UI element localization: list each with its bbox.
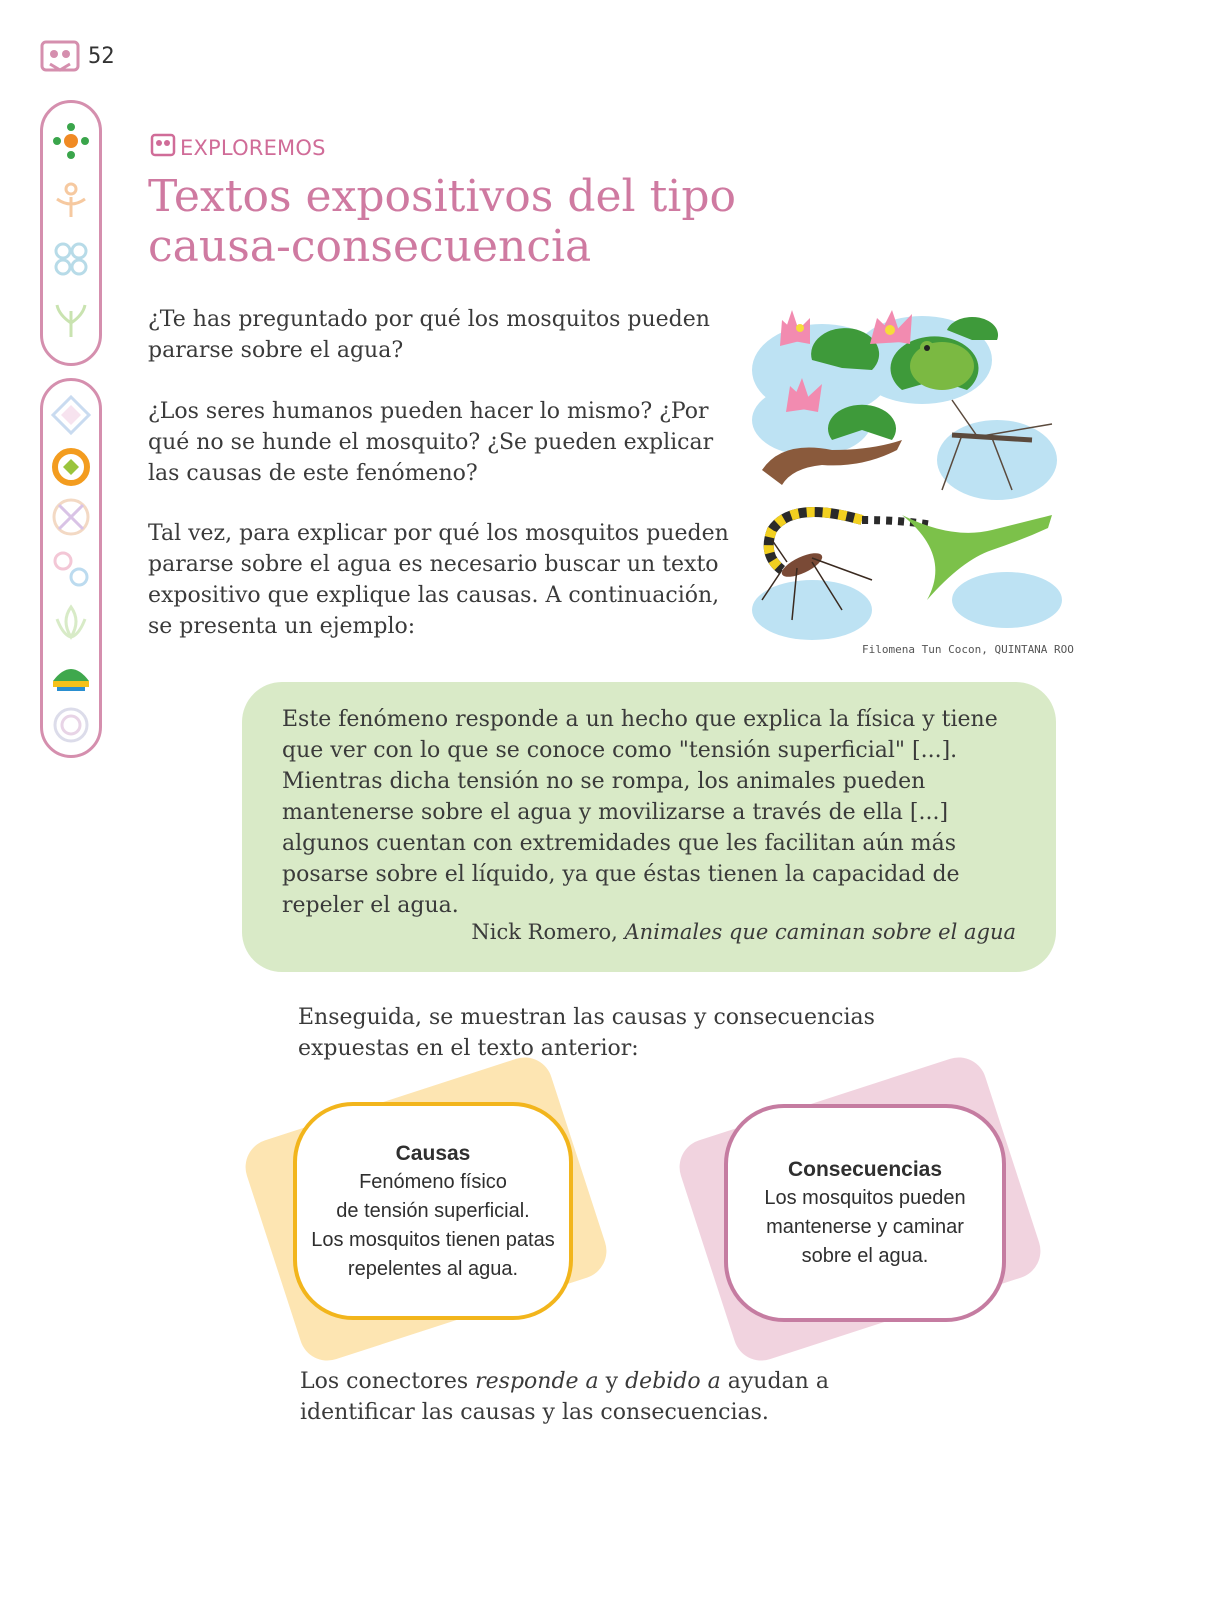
- plant-icon[interactable]: [49, 297, 93, 341]
- quote-text: Este fenómeno responde a un hecho que explica la física y tiene que ver con lo que se conoce como "tensión superficial" [...]. Mientras dicha tensión no se rompa, los animales pueden mantenerse sobre el agua y movilizarse a través de ella [...] algunos cuentan con extremidades que les facilitan aún más posarse sobre el líquido, ya que éstas tienen la capacidad de repeler el agua.: [282, 707, 998, 918]
- quote-author: Nick Romero,: [471, 920, 625, 944]
- consequences-line-1: Los mosquitos pueden: [764, 1187, 966, 1209]
- lotus-icon[interactable]: [49, 599, 93, 643]
- quote-citation: [471, 920, 1016, 944]
- quote-work: Animales que caminan sobre el agua: [624, 920, 1016, 944]
- illustration-credit: Filomena Tun Cocon, QUINTANA ROO: [862, 643, 1074, 656]
- title-line-1: Textos expositivos del tipo: [148, 171, 737, 222]
- intro-paragraph-3: Tal vez, para explicar por qué los mosquitos pueden pararse sobre el agua es necesario buscar un texto expositivo que explique las causas. A continuación, se presenta un ejemplo:: [148, 521, 729, 639]
- closing-part-1: Los conectores: [300, 1369, 476, 1394]
- intro-paragraph-4: Enseguida, se muestran las causas y consecuencias expuestas en el texto anterior:: [298, 1005, 875, 1061]
- chain-icon[interactable]: [49, 547, 93, 591]
- causes-line-2: de tensión superficial.: [336, 1199, 530, 1222]
- ring-icon[interactable]: [49, 445, 93, 489]
- page-number: 52: [88, 44, 115, 69]
- consequences-line-2: mantenerse y caminar: [766, 1216, 964, 1238]
- spiral-icon[interactable]: [49, 703, 93, 747]
- sun-dome-icon[interactable]: [49, 653, 93, 697]
- sidebar-top-group: [40, 100, 102, 366]
- intro-paragraph-1: ¿Te has preguntado por qué los mosquitos pueden pararse sobre el agua?: [148, 307, 710, 363]
- star-icon[interactable]: [49, 495, 93, 539]
- section-emblem-icon: [150, 133, 176, 157]
- compass-icon[interactable]: [49, 393, 93, 437]
- causes-line-4: repelentes al agua.: [347, 1257, 519, 1280]
- causes-line-3: Los mosquitos tienen patas: [311, 1228, 555, 1251]
- consequences-line-3: sobre el agua.: [801, 1245, 929, 1267]
- closing-paragraph: [300, 1366, 920, 1428]
- glyph-emblem-icon: [40, 38, 80, 74]
- pond-animals-illustration: [752, 300, 1072, 645]
- figure-icon[interactable]: [49, 237, 93, 281]
- connector-responde-a: responde a: [475, 1369, 599, 1394]
- consequences-card: [724, 1104, 1006, 1322]
- consequences-title: Consecuencias: [787, 1158, 943, 1181]
- closing-part-2: y: [598, 1369, 626, 1394]
- causes-card: [293, 1102, 573, 1320]
- title-line-2: causa-consecuencia: [148, 221, 592, 272]
- causes-line-1: Fenómeno físico: [359, 1170, 507, 1193]
- connector-debido-a: debido a: [625, 1369, 721, 1394]
- dancer-icon[interactable]: [49, 179, 93, 223]
- sidebar-bottom-group: [40, 378, 102, 758]
- intro-paragraph-2: ¿Los seres humanos pueden hacer lo mismo? ¿Por qué no se hunde el mosquito? ¿Se pueden explicar las causas de este fenómeno?: [148, 399, 714, 486]
- causes-title: Causas: [395, 1141, 471, 1165]
- flower-icon[interactable]: [49, 119, 93, 163]
- closing-part-3: ayudan a identificar las causas y las consecuencias.: [300, 1369, 829, 1425]
- section-label: EXPLOREMOS: [180, 136, 326, 160]
- page-title: [148, 172, 848, 272]
